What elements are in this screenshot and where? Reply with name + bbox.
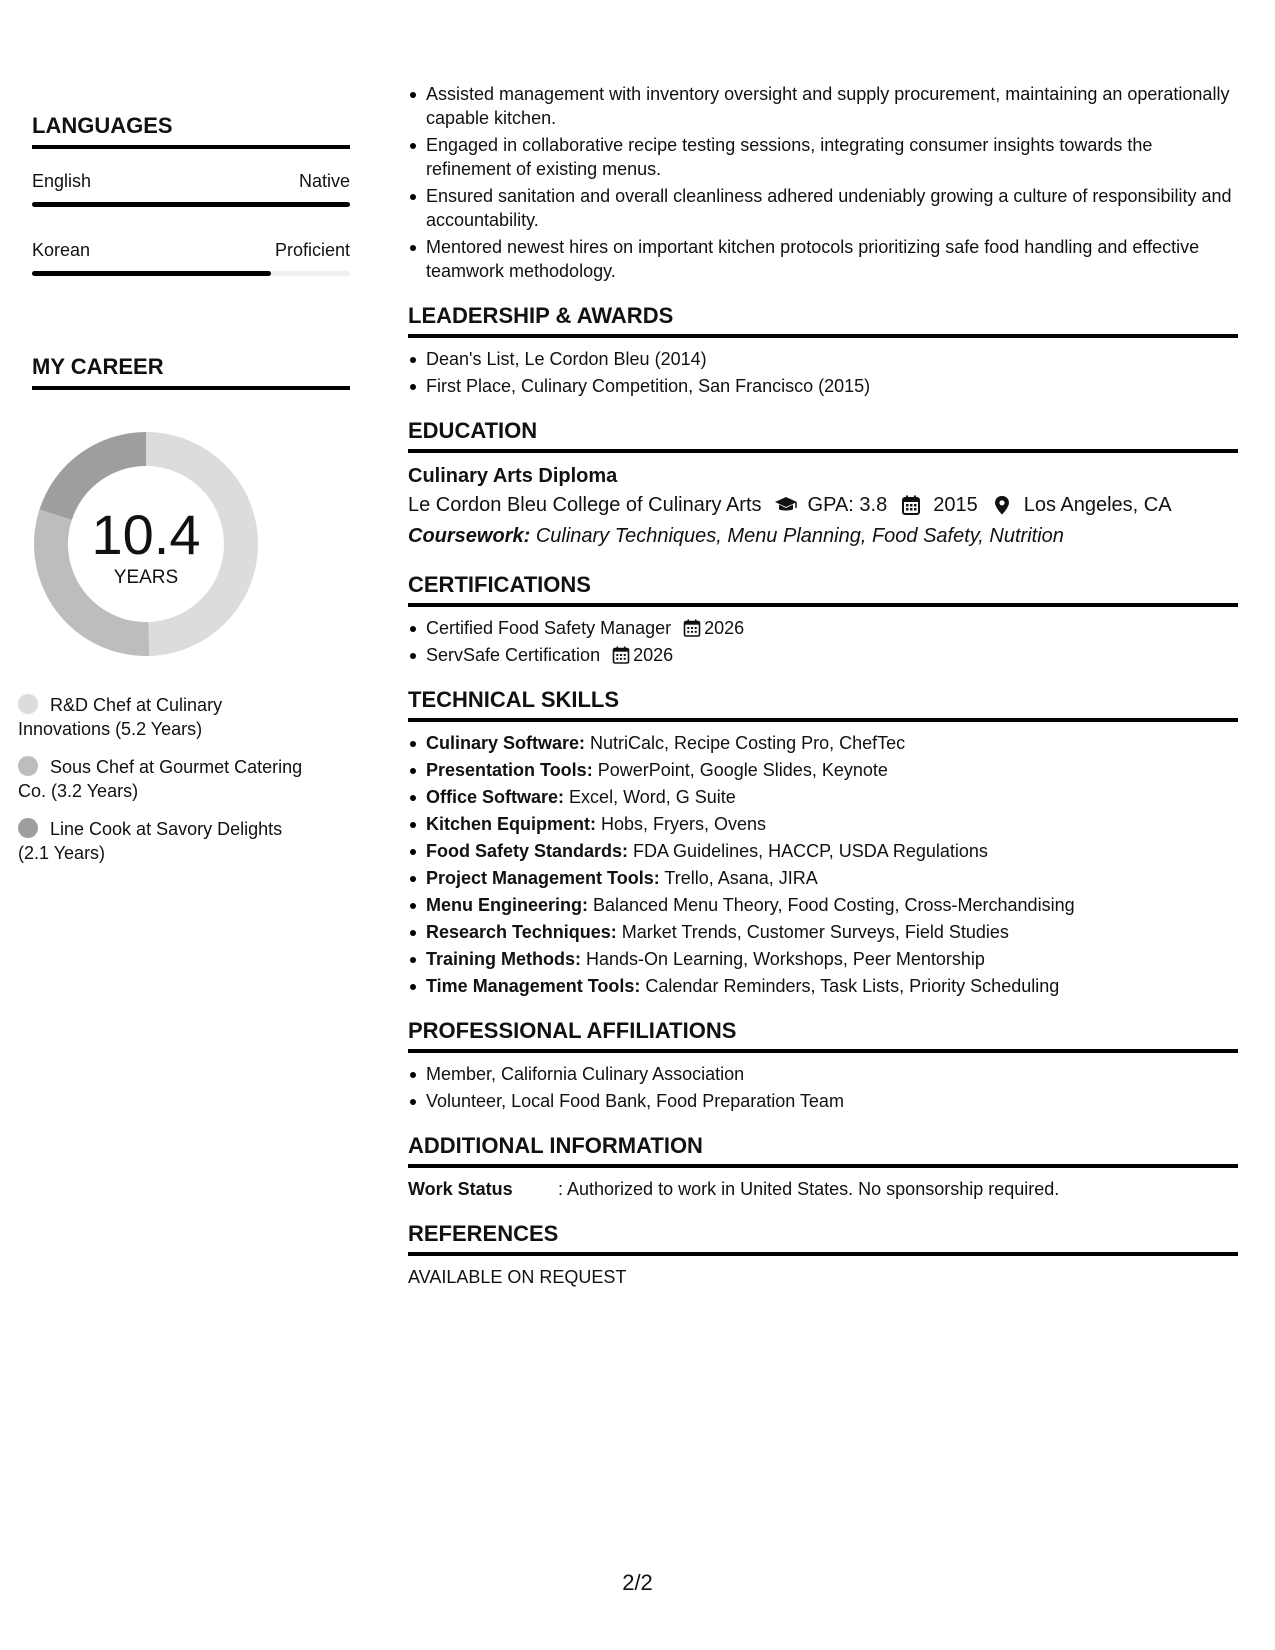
career-role-label: Sous Chef at Gourmet Catering Co. (3.2 Years) <box>18 757 303 801</box>
career-legend <box>18 693 318 879</box>
section-heading: ADDITIONAL INFORMATION <box>408 1133 1238 1168</box>
career-legend-item <box>18 693 318 741</box>
skill-values: FDA Guidelines, HACCP, USDA Regulations <box>633 841 988 861</box>
map-pin-icon <box>990 495 1014 515</box>
graduation-year: 2015 <box>933 494 978 516</box>
skill-category: Kitchen Equipment: <box>426 814 596 834</box>
language-name: Korean <box>32 240 91 260</box>
skill-item <box>408 839 1238 863</box>
skill-item <box>408 731 1238 755</box>
skill-item <box>408 893 1238 917</box>
list-item: Engaged in collaborative recipe testing sessions, integrating consumer insights towards the refinement of existing menus. <box>408 133 1238 181</box>
career-heading: MY CAREER <box>32 354 350 390</box>
skill-item <box>408 947 1238 971</box>
language-proficiency-bar <box>32 202 350 207</box>
language-item <box>32 239 350 276</box>
skill-item <box>408 866 1238 890</box>
career-total-value: 10.4 <box>91 503 201 566</box>
section-heading: LEADERSHIP & AWARDS <box>408 303 1238 338</box>
degree-title: Culinary Arts Diploma <box>408 465 618 487</box>
skill-item <box>408 920 1238 944</box>
skill-values: Calendar Reminders, Task Lists, Priority Scheduling <box>645 976 1060 996</box>
skill-values: Balanced Menu Theory, Food Costing, Cross-Merchandising <box>593 895 1075 915</box>
skill-category: Time Management Tools: <box>426 976 641 996</box>
technical-skills-section <box>408 687 1238 998</box>
skill-category: Menu Engineering: <box>426 895 588 915</box>
list-item: First Place, Culinary Competition, San Francisco (2015) <box>408 374 1238 398</box>
references-text: AVAILABLE ON REQUEST <box>408 1267 627 1287</box>
work-status-label: Work Status <box>408 1179 513 1199</box>
language-level: Proficient <box>274 240 350 260</box>
legend-dot <box>18 818 38 838</box>
coursework-label: Coursework: <box>408 525 531 547</box>
page-number: 2/2 <box>622 1570 653 1595</box>
education-section <box>408 418 1238 552</box>
skill-values: Hands-On Learning, Workshops, Peer Mentorship <box>586 949 985 969</box>
experience-bullet-list <box>408 82 1238 283</box>
main-content <box>408 82 1238 1289</box>
section-heading: TECHNICAL SKILLS <box>408 687 1238 722</box>
calendar-icon <box>612 646 630 664</box>
list-item: Mentored newest hires on important kitchen protocols prioritizing safe food handling and effective teamwork methodology. <box>408 235 1238 283</box>
coursework <box>408 520 1238 552</box>
skill-category: Food Safety Standards: <box>426 841 629 861</box>
section-heading: EDUCATION <box>408 418 1238 453</box>
skill-item <box>408 758 1238 782</box>
languages-heading: LANGUAGES <box>32 113 350 149</box>
graduation-cap-icon <box>774 495 798 515</box>
career-legend-item <box>18 817 318 865</box>
list-item: Dean's List, Le Cordon Bleu (2014) <box>408 347 1238 371</box>
certifications-section <box>408 572 1238 667</box>
list-item: Assisted management with inventory oversight and supply procurement, maintaining an operationally capable kitchen. <box>408 82 1238 130</box>
career-role-label: Line Cook at Savory Delights (2.1 Years) <box>18 819 283 863</box>
certification-name: Certified Food Safety Manager <box>426 618 672 638</box>
skill-values: PowerPoint, Google Slides, Keynote <box>597 760 888 780</box>
list-item <box>408 643 1238 667</box>
skill-category: Training Methods: <box>426 949 581 969</box>
language-item <box>32 170 350 207</box>
coursework-list: Culinary Techniques, Menu Planning, Food Safety, Nutrition <box>535 525 1064 547</box>
section-heading: REFERENCES <box>408 1221 1238 1256</box>
references-section <box>408 1221 1238 1289</box>
skill-values: NutriCalc, Recipe Costing Pro, ChefTec <box>590 733 906 753</box>
school-location: Los Angeles, CA <box>1023 494 1172 516</box>
school-name: Le Cordon Bleu College of Culinary Arts <box>408 494 762 516</box>
career-legend-item <box>18 755 318 803</box>
career-donut-chart <box>34 432 258 656</box>
language-proficiency-bar <box>32 271 350 276</box>
section-heading: PROFESSIONAL AFFILIATIONS <box>408 1018 1238 1053</box>
calendar-icon <box>899 495 923 515</box>
certification-year: 2026 <box>704 618 745 638</box>
list-item <box>408 616 1238 640</box>
legend-dot <box>18 694 38 714</box>
skill-values: Market Trends, Customer Surveys, Field Studies <box>621 922 1009 942</box>
legend-dot <box>18 756 38 776</box>
language-proficiency-fill <box>32 202 350 207</box>
skill-values: Excel, Word, G Suite <box>569 787 736 807</box>
leadership-section <box>408 303 1238 398</box>
affiliations-section <box>408 1018 1238 1113</box>
list-item: Ensured sanitation and overall cleanliness adhered undeniably growing a culture of responsibility and accountability. <box>408 184 1238 232</box>
calendar-icon <box>683 619 701 637</box>
career-total-unit: YEARS <box>113 567 179 588</box>
career-role-label: R&D Chef at Culinary Innovations (5.2 Years) <box>18 695 223 739</box>
language-name: English <box>32 171 92 191</box>
skill-item <box>408 812 1238 836</box>
additional-info-section <box>408 1133 1238 1201</box>
skill-item <box>408 785 1238 809</box>
work-status-row <box>408 1177 1238 1201</box>
list-item: Volunteer, Local Food Bank, Food Preparation Team <box>408 1089 1238 1113</box>
skill-category: Office Software: <box>426 787 565 807</box>
skill-category: Presentation Tools: <box>426 760 593 780</box>
gpa: GPA: 3.8 <box>807 494 888 516</box>
work-status-value: : Authorized to work in United States. No sponsorship required. <box>558 1179 1060 1199</box>
skill-values: Trello, Asana, JIRA <box>664 868 818 888</box>
language-level: Native <box>298 171 350 191</box>
list-item: Member, California Culinary Association <box>408 1062 1238 1086</box>
skill-category: Project Management Tools: <box>426 868 660 888</box>
skill-category: Culinary Software: <box>426 733 586 753</box>
section-heading: CERTIFICATIONS <box>408 572 1238 607</box>
skill-values: Hobs, Fryers, Ovens <box>601 814 767 834</box>
skill-item <box>408 974 1238 998</box>
skill-category: Research Techniques: <box>426 922 617 942</box>
language-proficiency-fill <box>32 271 271 276</box>
certification-name: ServSafe Certification <box>426 645 601 665</box>
certification-year: 2026 <box>633 645 674 665</box>
